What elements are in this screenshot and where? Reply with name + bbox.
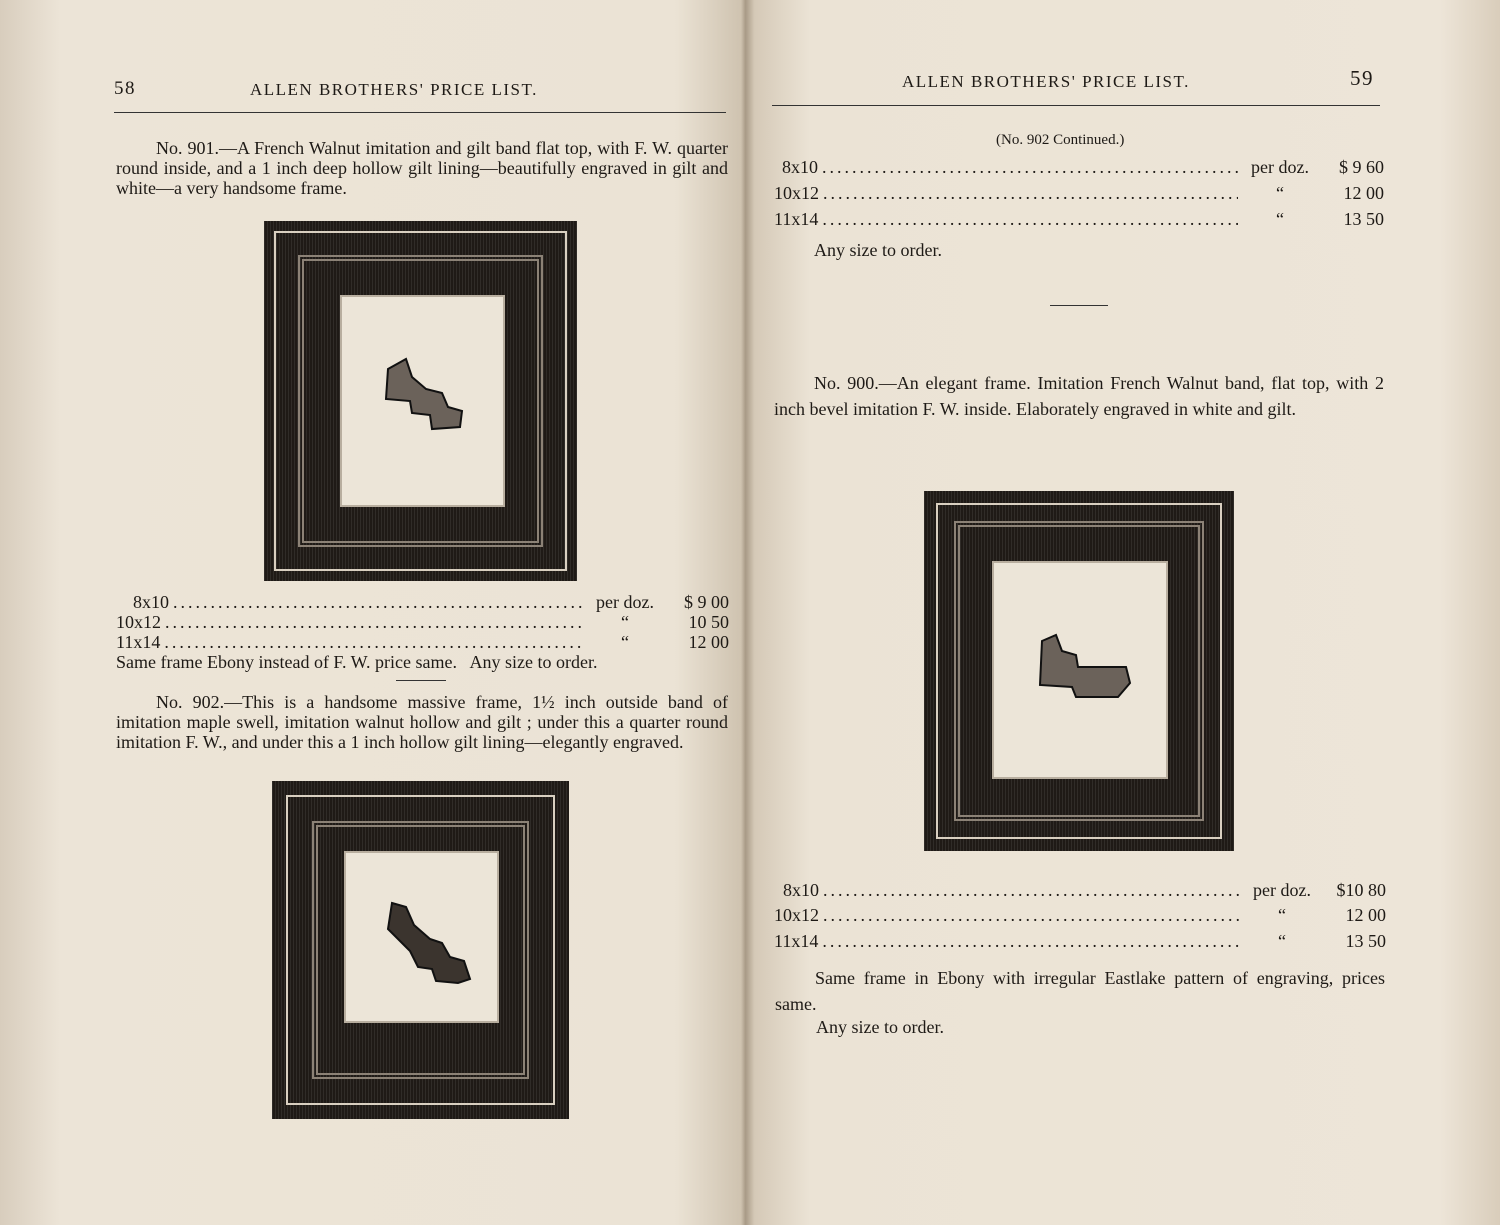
- size: 11x14: [774, 209, 819, 229]
- size: 10x12: [774, 183, 819, 203]
- price: 13 50: [1345, 931, 1386, 951]
- running-head-left: ALLEN BROTHERS' PRICE LIST.: [250, 80, 538, 99]
- frame-902-illustration: [272, 781, 569, 1119]
- size: 10x12: [116, 612, 161, 632]
- section-divider: [396, 680, 446, 681]
- price-row-901-10x12: [116, 612, 729, 633]
- molding-profile-icon: [380, 899, 472, 989]
- price-row-902-11x14: [774, 209, 1384, 230]
- unit: per doz.: [1253, 880, 1311, 900]
- header-rule-left: [114, 112, 726, 113]
- unit: “: [621, 632, 629, 652]
- item-900-note: Same frame in Ebony with irregular Eastlake pattern of engraving, prices same.: [775, 968, 1385, 1014]
- price-row-902-8x10: [782, 157, 1384, 178]
- price: 13 50: [1343, 209, 1384, 229]
- frame-900-illustration: [924, 491, 1234, 851]
- molding-profile-icon: [1036, 631, 1132, 701]
- price: 12 00: [1345, 905, 1386, 925]
- section-divider: [1050, 305, 1108, 306]
- price: 12 00: [688, 632, 729, 652]
- item-900-description: No. 900.—An elegant frame. Imitation French Walnut band, flat top, with 2 inch bevel imitation F. W. inside. Elaborately engraved in white and gilt.: [774, 373, 1384, 419]
- unit: “: [1276, 209, 1284, 229]
- price: $10 80: [1336, 880, 1386, 900]
- item-902-note: Any size to order.: [814, 240, 942, 260]
- size: 8x10: [783, 880, 819, 900]
- unit: “: [621, 612, 629, 632]
- item-901-description: No. 901.—A French Walnut imitation and gilt band flat top, with F. W. quarter round inside, and a 1 inch deep hollow gilt lining—beautifully engraved in gilt and white—a very handsome frame.: [116, 138, 728, 198]
- unit: per doz.: [596, 592, 654, 612]
- item-902-description: No. 902.—This is a handsome massive frame, 1½ inch outside band of imitation maple swell, imitation walnut hollow and gilt ; under this a quarter round imitation F. W., and under this a 1 inch hollow gilt lining—elegantly engraved.: [116, 692, 728, 752]
- page-number-right: 59: [1350, 66, 1374, 90]
- size: 11x14: [774, 931, 819, 951]
- unit: per doz.: [1251, 157, 1309, 177]
- header-rule-right: [772, 105, 1380, 106]
- price-row-900-11x14: [774, 931, 1386, 952]
- unit: “: [1278, 905, 1286, 925]
- price-row-901-8x10: [133, 592, 729, 613]
- price: 10 50: [688, 612, 729, 632]
- frame-901-illustration: [264, 221, 577, 581]
- running-head-right: ALLEN BROTHERS' PRICE LIST.: [902, 72, 1190, 91]
- price-row-900-8x10: [783, 880, 1386, 901]
- page-number-left: 58: [114, 78, 136, 99]
- price-row-902-10x12: [774, 183, 1384, 204]
- price-row-901-11x14: [116, 632, 729, 653]
- size: 8x10: [133, 592, 169, 612]
- price: $ 9 00: [684, 592, 729, 612]
- size: 11x14: [116, 632, 161, 652]
- item-900-note-2: Any size to order.: [816, 1017, 944, 1037]
- item-902-continued-label: (No. 902 Continued.): [996, 132, 1125, 148]
- size: 8x10: [782, 157, 818, 177]
- molding-profile-icon: [382, 357, 468, 437]
- price: 12 00: [1343, 183, 1384, 203]
- size: 10x12: [774, 905, 819, 925]
- item-901-note: Same frame Ebony instead of F. W. price same. Any size to order.: [116, 652, 598, 672]
- unit: “: [1278, 931, 1286, 951]
- unit: “: [1276, 183, 1284, 203]
- price-row-900-10x12: [774, 905, 1386, 926]
- price: $ 9 60: [1339, 157, 1384, 177]
